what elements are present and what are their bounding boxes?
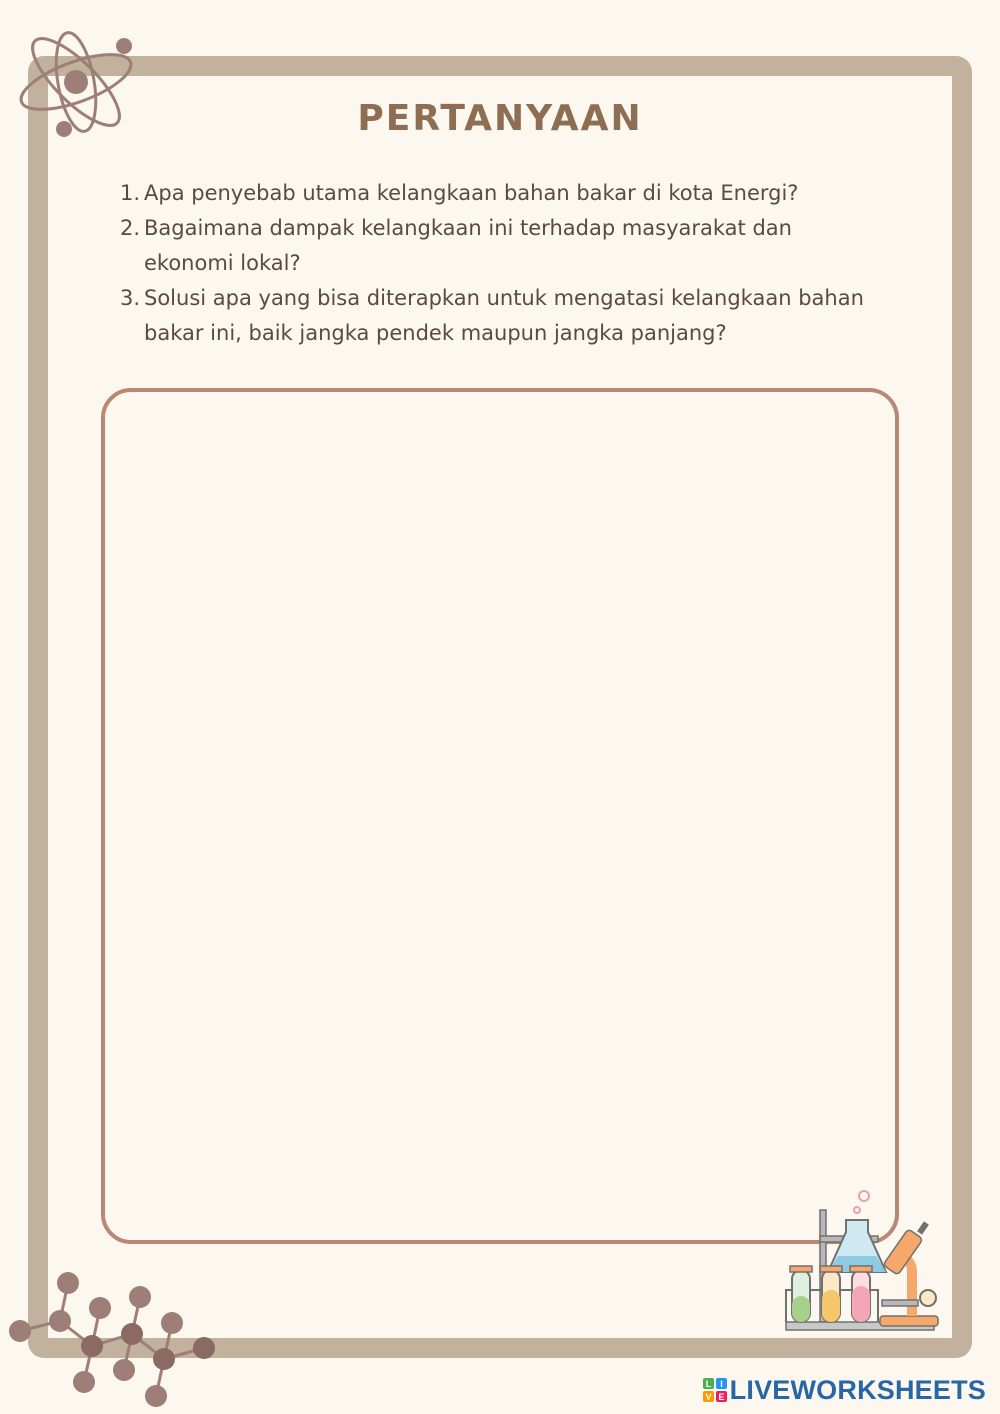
question-list: [116, 176, 886, 351]
question-number: 2.: [120, 216, 141, 240]
question-text: Solusi apa yang bisa diterapkan untuk mengatasi kelangkaan bahan bakar ini, baik jangka pendek maupun jangka panjang?: [144, 286, 864, 345]
liveworksheets-brand: [702, 1374, 986, 1406]
logo-letter: E: [718, 1392, 725, 1402]
lab-equipment-icon: [782, 1186, 944, 1336]
question-item: [116, 281, 886, 351]
question-item: [116, 176, 886, 211]
logo-letter: I: [719, 1379, 723, 1389]
answer-text-box[interactable]: [101, 388, 899, 1244]
question-number: 1.: [120, 181, 141, 205]
question-number: 3.: [120, 286, 141, 310]
question-text: Bagaimana dampak kelangkaan ini terhadap masyarakat dan ekonomi lokal?: [144, 216, 792, 275]
brand-name: LIVEWORKSHEETS: [729, 1374, 986, 1405]
molecule-icon: [4, 1266, 220, 1414]
logo-letter: L: [705, 1379, 711, 1389]
question-text: Apa penyebab utama kelangkaan bahan bakar di kota Energi?: [144, 181, 799, 205]
liveworksheets-logo-icon: [702, 1377, 728, 1403]
page-title: PERTANYAAN: [357, 98, 643, 139]
logo-letter: V: [705, 1392, 712, 1402]
question-item: [116, 211, 886, 281]
